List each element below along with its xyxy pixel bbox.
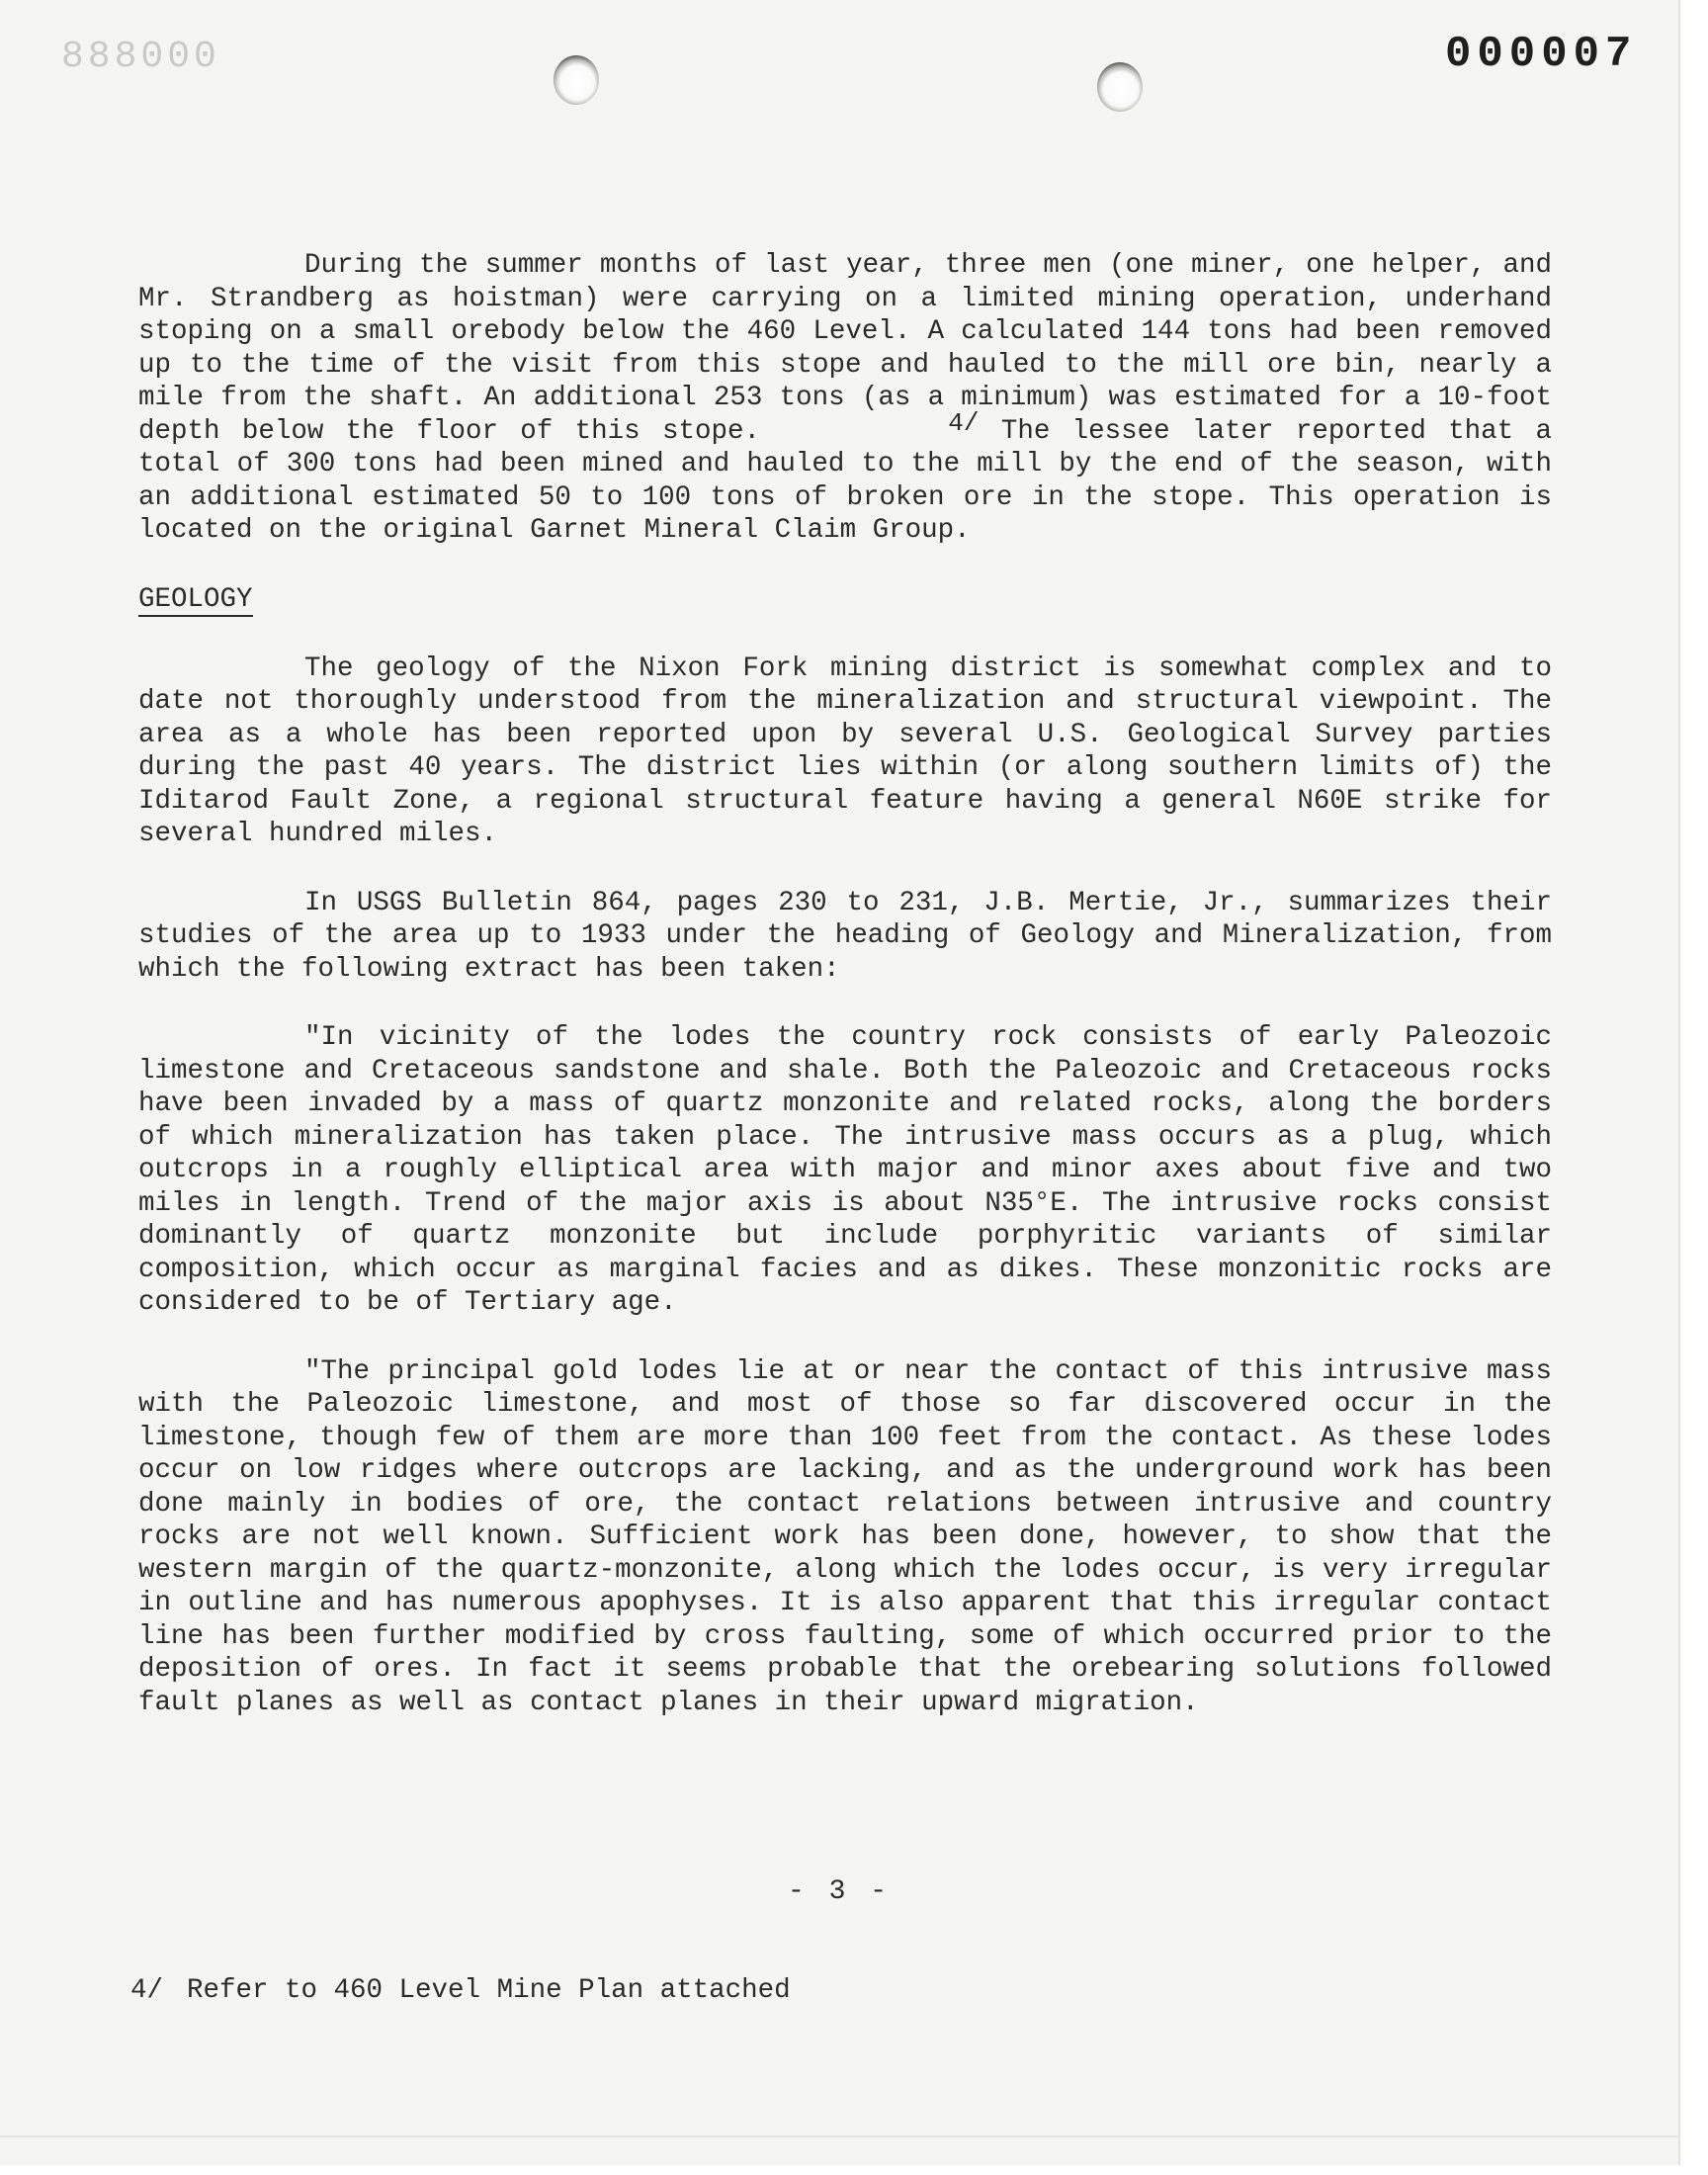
document-body	[138, 249, 1552, 1755]
quoted-extract-gold-lodes: "The principal gold lodes lie at or near the contact of this intrusive mass with the Paleozoic limestone, and most of those so far discovered occur in the limestone, though few of them are more than 100 feet from the contact. As these lodes occur on low ridges where outcrops are lacking, and as the underground work has been done mainly in bodies of ore, the contact relations between intrusive and country rocks are not well known. Sufficient work has been done, however, to show that the western margin of the quartz-monzonite, along which the lodes occur, is very irregular in outline and has numerous apophyses. It is also apparent that this irregular contact line has been further modified by cross faulting, some of which occurred prior to the deposition of ores. In fact it seems probable that the orebearing solutions followed fault planes as well as contact planes in their upward migration.	[138, 1355, 1552, 1718]
paragraph-text: The lessee later reported that a total of 300 tons had been mined and hauled to the mill by the end of the season, with an additional estimated 50 to 100 tons of broken ore in the stope. This operation is located on the original Garnet Mineral Claim Group.	[138, 415, 1552, 546]
quoted-extract-country-rock: "In vicinity of the lodes the country rock consists of early Paleozoic limestone and Cretaceous sandstone and shale. Both the Paleozoic and Cretaceous rocks have been invaded by a mass of quartz monzonite and related rocks, along the borders of which mineralization has taken place. The intrusive mass occurs as a plug, which outcrops in a roughly elliptical area with major and minor axes about five and two miles in length. Trend of the major axis is about N35°E. The intrusive rocks consist dominantly of quartz monzonite but include porphyritic variants of similar composition, which occur as marginal facies and as dikes. These monzonitic rocks are considered to be of Tertiary age.	[138, 1022, 1552, 1318]
punch-hole-right	[1097, 62, 1143, 112]
scan-artifact-line	[0, 2135, 1678, 2137]
faded-page-number: 888000	[61, 36, 220, 78]
punch-hole-left	[554, 55, 599, 105]
document-page-number: 000007	[1445, 30, 1638, 79]
paragraph-geology-intro: The geology of the Nixon Fork mining district is somewhat complex and to date not thoroughly understood from the mineralization and structural viewpoint. The area as a whole has been reported upon by several U.S. Geological Survey parties during the past 40 years. The district lies within (or along southern limits of) the Iditarod Fault Zone, a regional structural feature having a general N60E strike for several hundred miles.	[138, 652, 1552, 849]
footnote-mark: 4/	[130, 1975, 164, 2006]
footnote-reference: 4/	[948, 407, 980, 438]
page-footer-number: - 3 -	[787, 1876, 891, 1907]
paragraph-mining-operation	[138, 249, 1552, 548]
footnote	[130, 1975, 791, 2006]
section-heading-geology: GEOLOGY	[138, 583, 253, 615]
paragraph-text: During the summer months of last year, three men (one miner, one helper, and Mr. Strandberg as hoistman) were carrying on a limited mining operation, underhand stoping on a small orebody below the 460 Level. A calculated 144 tons had been removed up to the time of the visit from this stope and hauled to the mill ore bin, nearly a mile from the shaft. An additional 253 tons (as a minimum) was estimated for a 10-foot depth below the floor of this stope.	[138, 250, 1552, 447]
footnote-text: Refer to 460 Level Mine Plan attached	[187, 1975, 791, 2006]
paragraph-usgs-bulletin: In USGS Bulletin 864, pages 230 to 231, J.B. Mertie, Jr., summarizes their studies of the area up to 1933 under the heading of Geology and Mineralization, from which the following extract has been taken:	[138, 887, 1552, 985]
